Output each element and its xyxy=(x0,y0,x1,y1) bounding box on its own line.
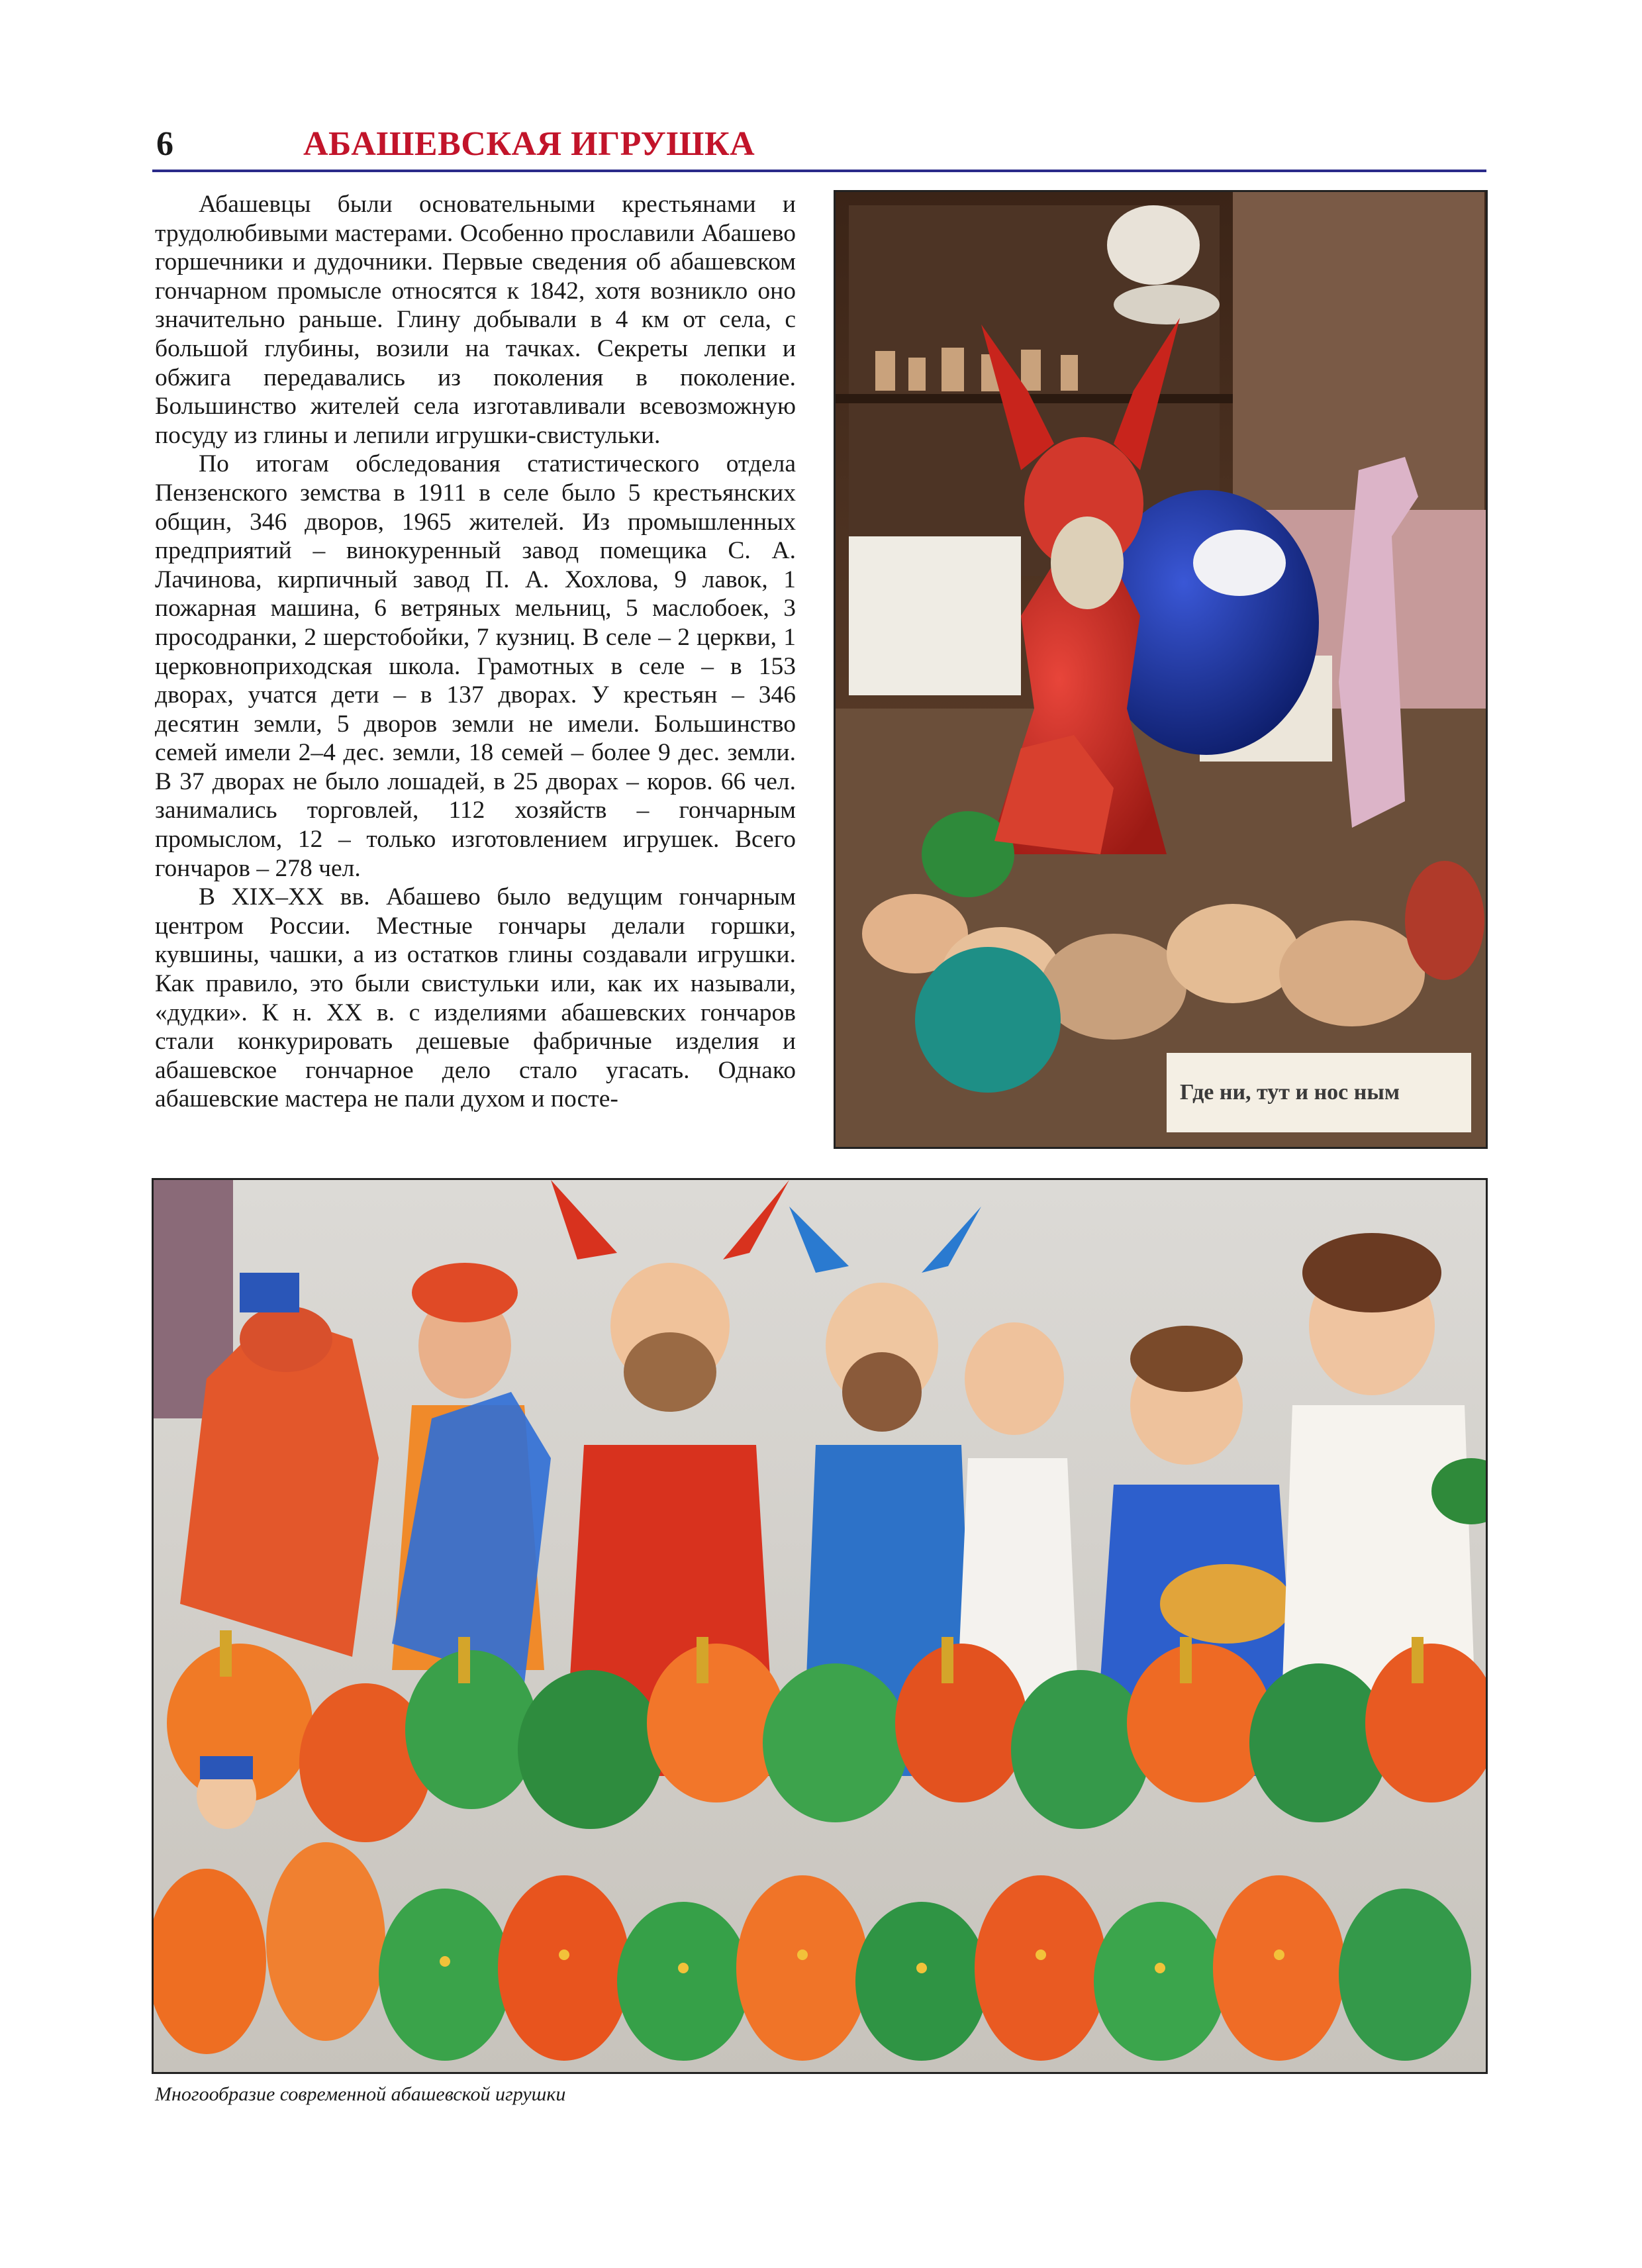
paragraph-3: В XIX–XX вв. Абашево было ведущим гончарным центром России. Местные гончары делали горшки, кувшины, чашки, а из остатков глины создавали игрушки. Как правило, это были свистульки или, как их называли, «дудки». К н. XX в. с изделиями абашевских гончаров стали конкурировать дешевые фабричные изделия и абашевское гончарное дело стало угасать. Однако абашевские мастера не пали духом и посте- xyxy=(155,883,796,1113)
page-number: 6 xyxy=(156,125,173,163)
sign-text: Где ни, тут и нос ным xyxy=(1180,1080,1400,1105)
page-header xyxy=(152,124,1486,172)
running-title: АБАШЕВСКАЯ ИГРУШКА xyxy=(303,125,755,163)
header-rule xyxy=(152,170,1486,172)
paragraph-2: По итогам обследования статистического отдела Пензенского земства в 1911 в селе было 5 крестьянских общин, 346 дворов, 1965 жителей. Из промышленных предприятий – винокуренный завод помещика С. А. Лачинова, кирпичный завод П. А. Хохлова, 9 лавок, 1 пожарная машина, 6 ветряных мельниц, 5 маслобоек, 3 просодранки, 2 шерстобойки, 7 кузниц. В селе – 2 церкви, 1 церковноприходская школа. Грамотных в селе – в 153 дворах, учатся дети – в 137 дворах. У крестьян – 346 десятин земли, 5 дворов земли не имели. Большинство семей имели 2–4 дес. земли, 18 семей – более 9 дес. земли. В 37 дворах не было лошадей, в 25 дворах – коров. 66 чел. занимались торговлей, 112 хозяйств – гончарным промыслом, 12 – только изготовлением игрушек. Всего гончаров – 278 чел. xyxy=(155,450,796,882)
paragraph-1: Абашевцы были основательными крестьянами и трудолюбивыми мастерами. Особенно прославили Абашево горшечники и дудочники. Первые сведения об абашевском гончарном промысле относятся к 1842, хотя возникло оно значительно раньше. Глину добывали в 4 км от села, с большой глубины, возили на тачках. Секреты лепки и обжига передавались из поколения в поколение. Большинство жителей села изготавливали всевозможную посуду из глины и лепили игрушки-свистульки. xyxy=(155,191,796,449)
photo-clay-whistles-display xyxy=(154,1180,1486,2072)
body-text xyxy=(155,190,796,1173)
photo-caption: Многообразие современной абашевской игрушки xyxy=(155,2083,566,2105)
photo-clay-toys-shelf xyxy=(836,192,1486,1147)
